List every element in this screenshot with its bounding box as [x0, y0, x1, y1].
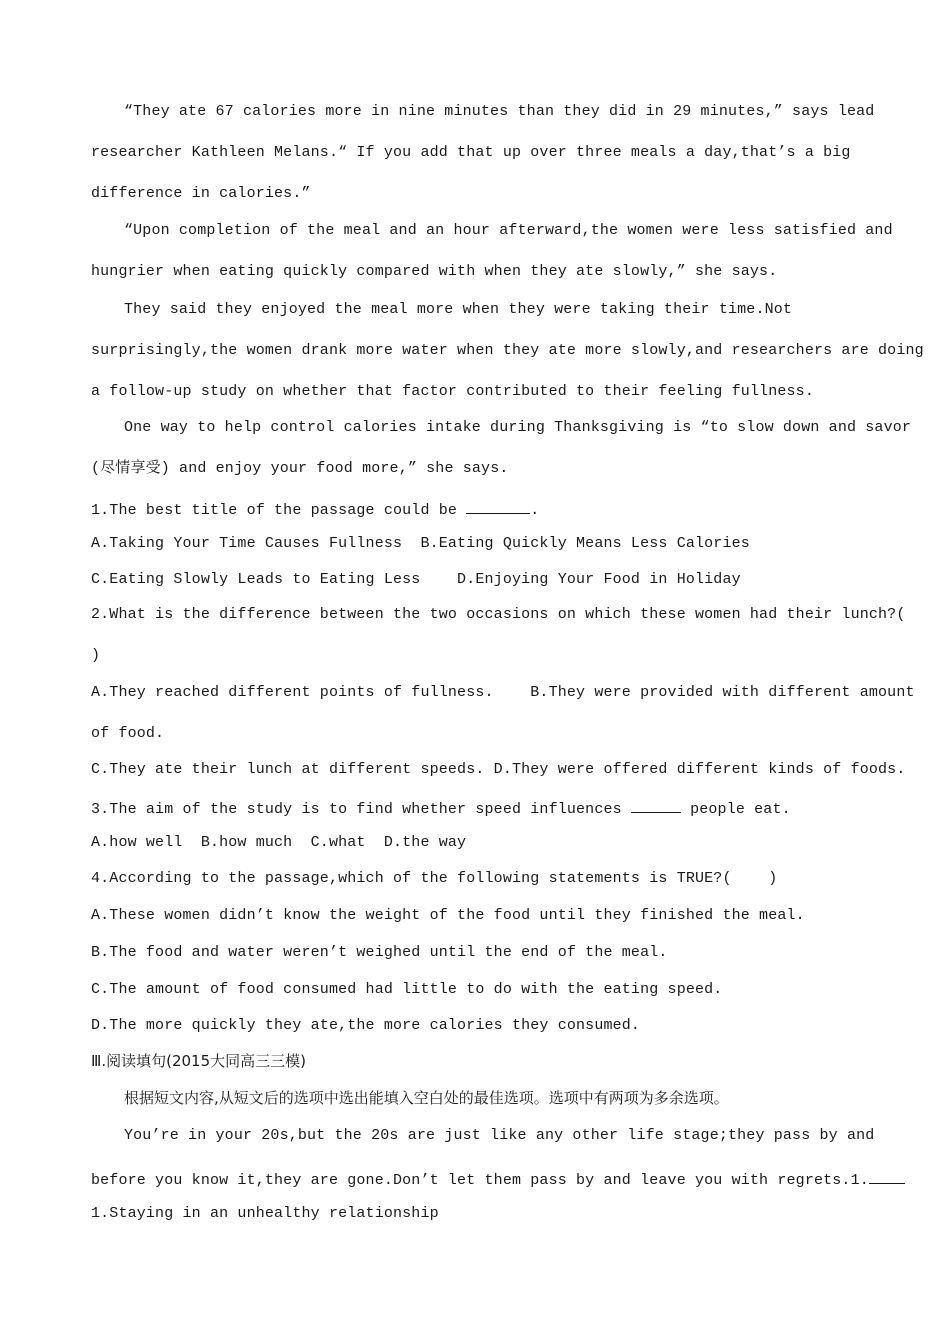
passage-line: “They ate 67 calories more in nine minutes than they did in 29 minutes,” says lead — [124, 103, 875, 120]
question-1-options-ab: A.Taking Your Time Causes Fullness B.Eating Quickly Means Less Calories — [91, 535, 750, 552]
passage-line: surprisingly,the women drank more water when they ate more slowly,and researchers are doing — [91, 342, 924, 359]
option-item: 1.Staying in an unhealthy relationship — [91, 1205, 439, 1222]
passage-line: “Upon completion of the meal and an hour afterward,the women were less satisfied and — [124, 222, 893, 239]
answer-blank[interactable] — [869, 1168, 905, 1184]
passage-line: You’re in your 20s,but the 20s are just like any other life stage;they pass by and — [124, 1127, 875, 1144]
question-3-options: A.how well B.how much C.what D.the way — [91, 834, 467, 851]
question-3-stem — [91, 797, 791, 819]
answer-blank[interactable] — [466, 498, 530, 514]
passage-line: One way to help control calories intake during Thanksgiving is “to slow down and savor — [124, 419, 912, 436]
passage-line: hungrier when eating quickly compared with when they ate slowly,” she says. — [91, 263, 778, 280]
question-text: people eat. — [680, 801, 791, 818]
question-2-options-ab: A.They reached different points of fullness. B.They were provided with different amount — [91, 684, 915, 701]
passage-line: difference in calories.” — [91, 185, 311, 202]
question-2-stem: ) — [91, 647, 101, 664]
question-2-stem: 2.What is the difference between the two occasions on which these women had their lunch?( — [91, 606, 906, 623]
question-text: . — [530, 502, 540, 519]
answer-blank[interactable] — [631, 797, 681, 813]
question-2-options-cd: C.They ate their lunch at different speeds. D.They were offered different kinds of foods. — [91, 761, 906, 778]
question-4-option-b: B.The food and water weren’t weighed until the end of the meal. — [91, 944, 668, 961]
question-text: 3.The aim of the study is to find whether speed influences — [91, 801, 631, 818]
question-text: 1.The best title of the passage could be — [91, 502, 467, 519]
question-4-option-c: C.The amount of food consumed had little to do with the eating speed. — [91, 981, 723, 998]
question-4-option-d: D.The more quickly they ate,the more calories they consumed. — [91, 1017, 641, 1034]
passage-line: They said they enjoyed the meal more when they were taking their time.Not — [124, 301, 793, 318]
question-4-stem: 4.According to the passage,which of the following statements is TRUE?( ) — [91, 870, 778, 887]
question-1-stem — [91, 498, 539, 520]
passage-line: (尽情享受) and enjoy your food more,” she says. — [91, 460, 509, 477]
passage-line: a follow-up study on whether that factor contributed to their feeling fullness. — [91, 383, 814, 400]
passage-line: researcher Kathleen Melans.“ If you add that up over three meals a day,that’s a big — [91, 144, 851, 161]
section-instruction: 根据短文内容,从短文后的选项中选出能填入空白处的最佳选项。选项中有两项为多余选项。 — [124, 1089, 729, 1107]
question-4-option-a: A.These women didn’t know the weight of the food until they finished the meal. — [91, 907, 805, 924]
passage-line — [91, 1168, 905, 1190]
passage-text: before you know it,they are gone.Don’t let them pass by and leave you with regrets.1. — [91, 1172, 869, 1189]
question-1-options-cd: C.Eating Slowly Leads to Eating Less D.Enjoying Your Food in Holiday — [91, 571, 741, 588]
section-heading: Ⅲ.阅读填句(2015大同高三三模) — [91, 1052, 306, 1070]
question-2-options-ab: of food. — [91, 725, 165, 742]
